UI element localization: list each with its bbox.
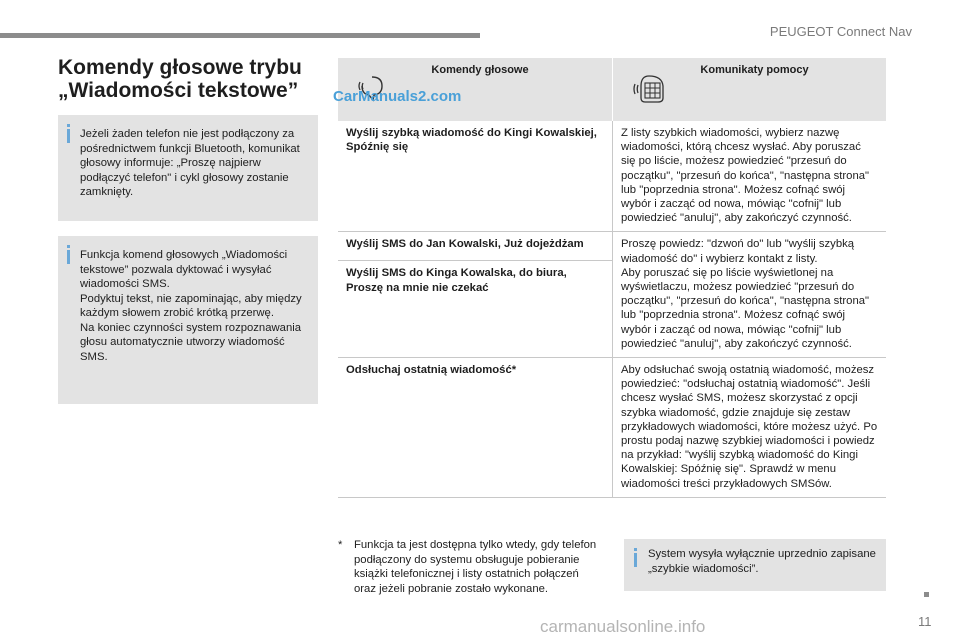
footnote-text: Funkcja ta jest dostępna tylko wtedy, gdy telefon podłączony do systemu obsługuje pobieranie książki telefonicznej i listy ostatnich połączeń oraz jeżeli pobranie zostało wykonane. [354, 539, 597, 595]
help-cell [613, 232, 887, 358]
page-marker [924, 592, 929, 597]
footer-watermark: carmanualsonline.info [540, 617, 706, 636]
info-note-line: Funkcja komend głosowych „Wiadomości tekstowe” pozwala dyktować i wysyłać wiadomości SMS. [80, 249, 288, 290]
page-title-line-2: „Wiadomości tekstowe” [58, 79, 299, 102]
info-note-quick-messages [624, 539, 886, 591]
header-help [613, 58, 887, 121]
brand-header: PEUGEOT Connect Nav [769, 24, 912, 39]
info-icon [67, 129, 70, 143]
info-note-text: System wysyła wyłącznie uprzednio zapisane „szybkie wiadomości”. [648, 548, 876, 575]
table-row [338, 232, 886, 358]
voice-commands-table [338, 58, 886, 498]
watermark-logo: CarManuals2.com [333, 88, 462, 105]
command-cell: Wyślij SMS do Jan Kowalski, Już dojeżdżam [338, 232, 612, 261]
footnote-mark: * [338, 539, 343, 551]
page-number: 11 [918, 614, 932, 629]
info-icon [67, 250, 70, 264]
footnote [338, 538, 598, 596]
voice-help-keypad-icon [633, 74, 667, 106]
table-row [338, 358, 886, 498]
info-icon [634, 553, 637, 567]
help-line: Aby poruszać się po liście wyświetlonej na wyświetlaczu, możesz powiedzieć "przesuń do początku", "przesuń do końca", "następna strona" lub "poprzednia strona". Możesz cofnąć swój wybór i zacząć od nowa, mówiąc "cofnij" lub powiedzieć "anuluj", aby zakończyć czynność. [621, 266, 870, 350]
command-cell-group [338, 232, 613, 358]
top-rule [0, 33, 480, 38]
info-note-bluetooth [58, 115, 318, 221]
header-commands-label: Komendy głosowe [431, 64, 529, 76]
table-row [338, 121, 886, 232]
page-title-line-1: Komendy głosowe trybu [58, 56, 302, 79]
header-help-label: Komunikaty pomocy [700, 64, 809, 76]
help-cell: Z listy szybkich wiadomości, wybierz nazwę wiadomości, którą chcesz wysłać. Aby poruszać się po liście, możesz powiedzieć "przesuń do początku", "przesuń do końca", "następna strona" lub "poprzednia strona". Możesz cofnąć swój wybór i zacząć od nowa, mówiąc "cofnij" lub powiedzieć "anuluj", aby zakończyć czynność. [613, 121, 887, 232]
command-cell: Wyślij szybką wiadomość do Kingi Kowalskiej, Spóźnię się [338, 121, 613, 232]
page-title [58, 56, 302, 102]
command-cell: Odsłuchaj ostatnią wiadomość* [338, 358, 613, 498]
help-cell: Aby odsłuchać swoją ostatnią wiadomość, możesz powiedzieć: "odsłuchaj ostatnią wiadomość". Jeśli chcesz wysłać SMS, możesz skorzystać z opcji szybka wiadomość, gdzie znajduje się zestaw przykładowych wiadomości, które możesz użyć. Po prostu podaj nazwę szybkiej wiadomości i powiedz na przykład: "wyślij szybką wiadomość do Kingi Kowalskiej: Spóźnię się". Sprawdź w menu wiadomości treści przykładowych SMSów. [613, 358, 887, 498]
info-note-text: Jeżeli żaden telefon nie jest podłączony za pośrednictwem funkcji Bluetooth, komunikat głosowy informuje: „Proszę najpierw podłączyć telefon" i cykl głosowy zostanie zamknięty. [80, 128, 300, 198]
command-cell: Wyślij SMS do Kinga Kowalska, do biura, Proszę na mnie nie czekać [346, 267, 567, 294]
info-note-line: Podyktuj tekst, nie zapominając, aby między każdym słowem zrobić krótką przerwę. [80, 292, 302, 319]
info-note-line: Na koniec czynności system rozpoznawania głosu automatycznie utworzy wiadomość SMS. [80, 321, 302, 363]
info-note-sms-dictation [58, 236, 318, 404]
help-line: Proszę powiedz: "dzwoń do" lub "wyślij szybką wiadomość do" i wybierz kontakt z listy. [621, 238, 855, 265]
